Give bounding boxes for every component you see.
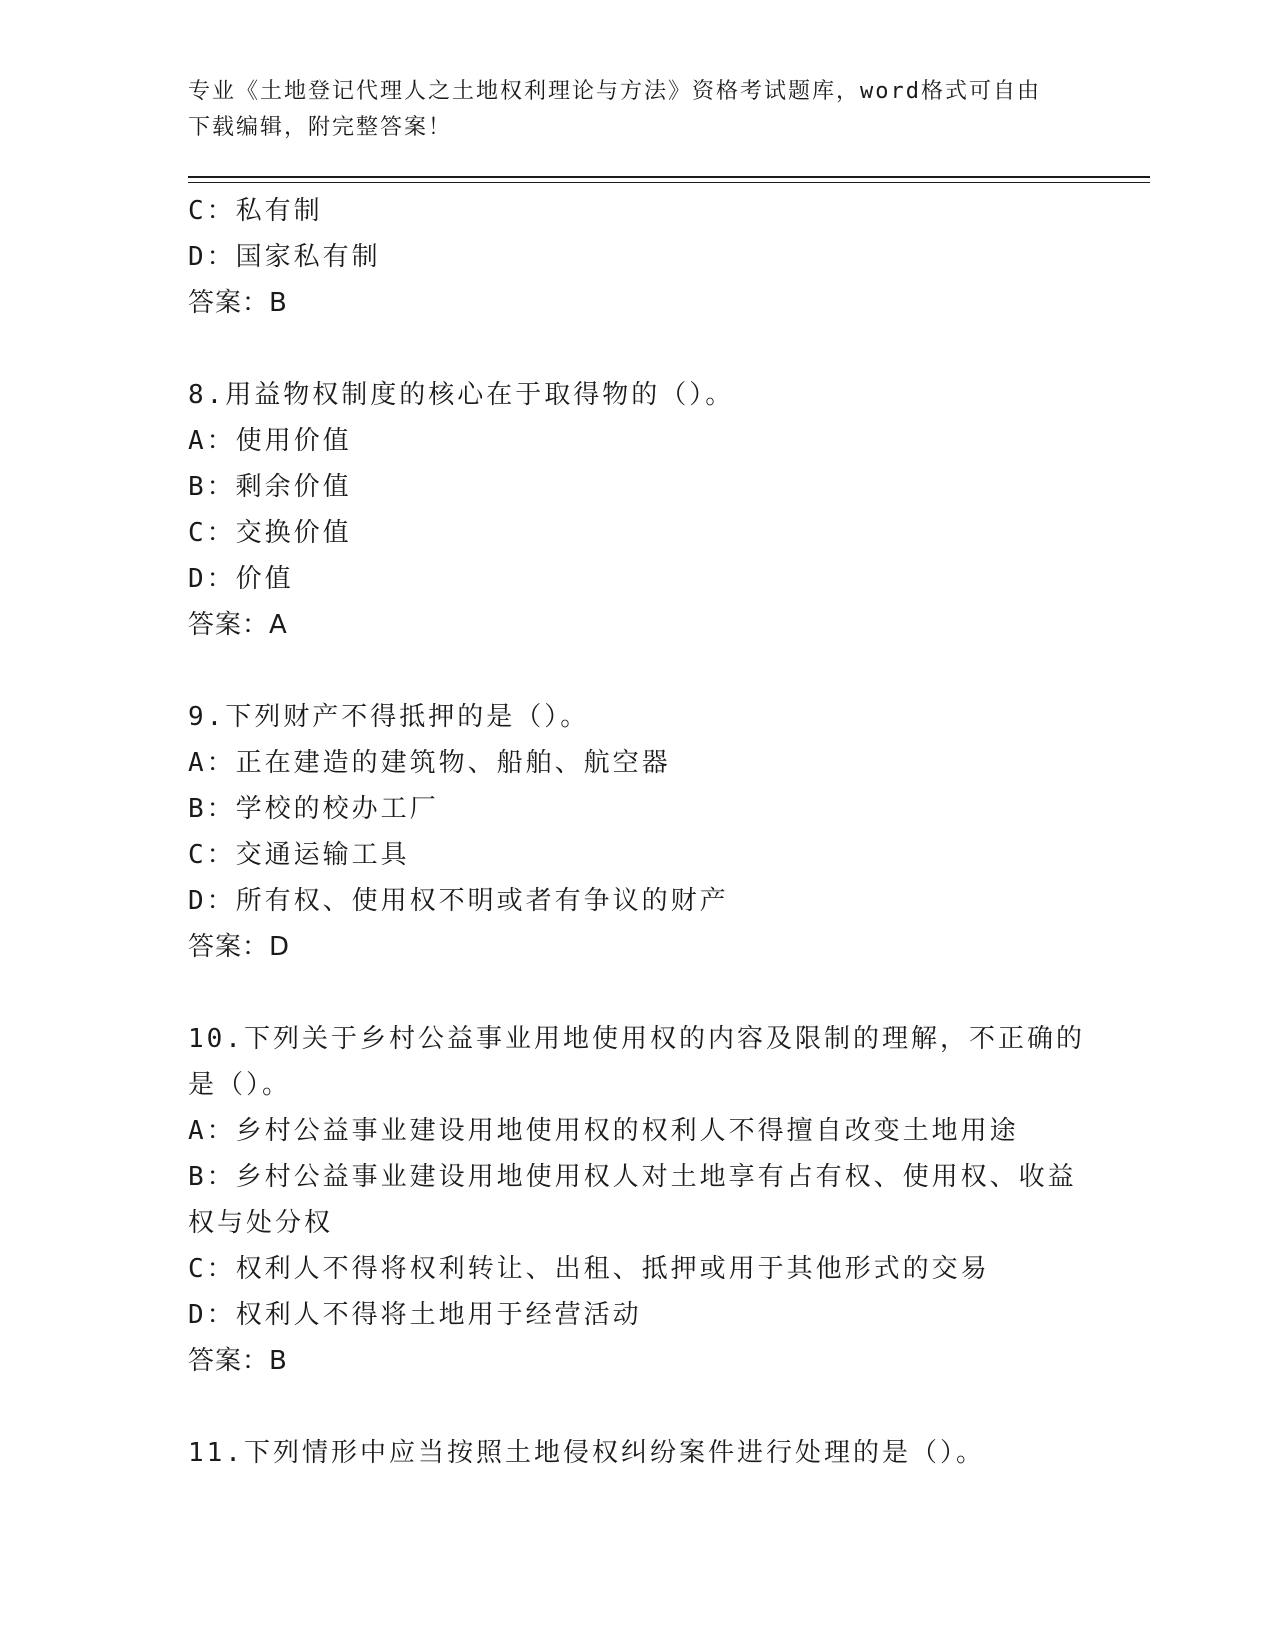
question-8 <box>188 372 1088 648</box>
q7-option-d: D：国家私有制 <box>188 242 381 272</box>
question-list <box>188 188 1088 1476</box>
q10-option-d: D：权利人不得将土地用于经营活动 <box>188 1300 642 1330</box>
q8-option-c: C：交换价值 <box>188 518 352 548</box>
q9-option-d: D：所有权、使用权不明或者有争议的财产 <box>188 886 729 916</box>
q9-option-a: A：正在建造的建筑物、船舶、航空器 <box>188 748 671 778</box>
q7-option-c: C：私有制 <box>188 196 323 226</box>
q8-answer: 答案：A <box>188 610 288 640</box>
q8-option-a: A：使用价值 <box>188 426 352 456</box>
spacer <box>188 326 1088 372</box>
spacer <box>188 648 1088 694</box>
q8-question: 8.用益物权制度的核心在于取得物的（）。 <box>188 380 735 410</box>
q10-answer: 答案：B <box>188 1346 288 1376</box>
question-10 <box>188 1016 1088 1384</box>
q10-option-b-line-1: B：乡村公益事业建设用地使用权人对土地享有占有权、使用权、收益 <box>188 1162 1077 1192</box>
header-rule-thin <box>188 182 1150 183</box>
q10-option-b-line-2: 权与处分权 <box>188 1208 334 1238</box>
header-rule-thick <box>188 176 1150 178</box>
q8-option-d: D：价值 <box>188 564 294 594</box>
question-11 <box>188 1430 1088 1476</box>
q7-answer: 答案：B <box>188 288 288 318</box>
spacer <box>188 970 1088 1016</box>
q9-answer: 答案：D <box>188 932 291 962</box>
q10-option-a: A：乡村公益事业建设用地使用权的权利人不得擅自改变土地用途 <box>188 1116 1019 1146</box>
q9-question: 9.下列财产不得抵押的是（）。 <box>188 702 590 732</box>
q10-option-c: C：权利人不得将权利转让、出租、抵押或用于其他形式的交易 <box>188 1254 990 1284</box>
header-title-line-1: 专业《土地登记代理人之土地权利理论与方法》资格考试题库，word格式可自由 <box>188 79 1041 104</box>
q10-question-line-2: 是（）。 <box>188 1070 292 1100</box>
header-title-line-2: 下载编辑，附完整答案！ <box>188 115 453 140</box>
question-9 <box>188 694 1088 970</box>
q9-option-c: C：交通运输工具 <box>188 840 410 870</box>
q8-option-b: B：剩余价值 <box>188 472 352 502</box>
question-7 <box>188 188 1088 326</box>
q10-question-line-1: 10.下列关于乡村公益事业用地使用权的内容及限制的理解，不正确的 <box>188 1024 1085 1054</box>
q9-option-b: B：学校的校办工厂 <box>188 794 439 824</box>
page-header <box>188 74 1088 146</box>
spacer <box>188 1384 1088 1430</box>
q11-question: 11.下列情形中应当按照土地侵权纠纷案件进行处理的是（）。 <box>188 1438 985 1468</box>
